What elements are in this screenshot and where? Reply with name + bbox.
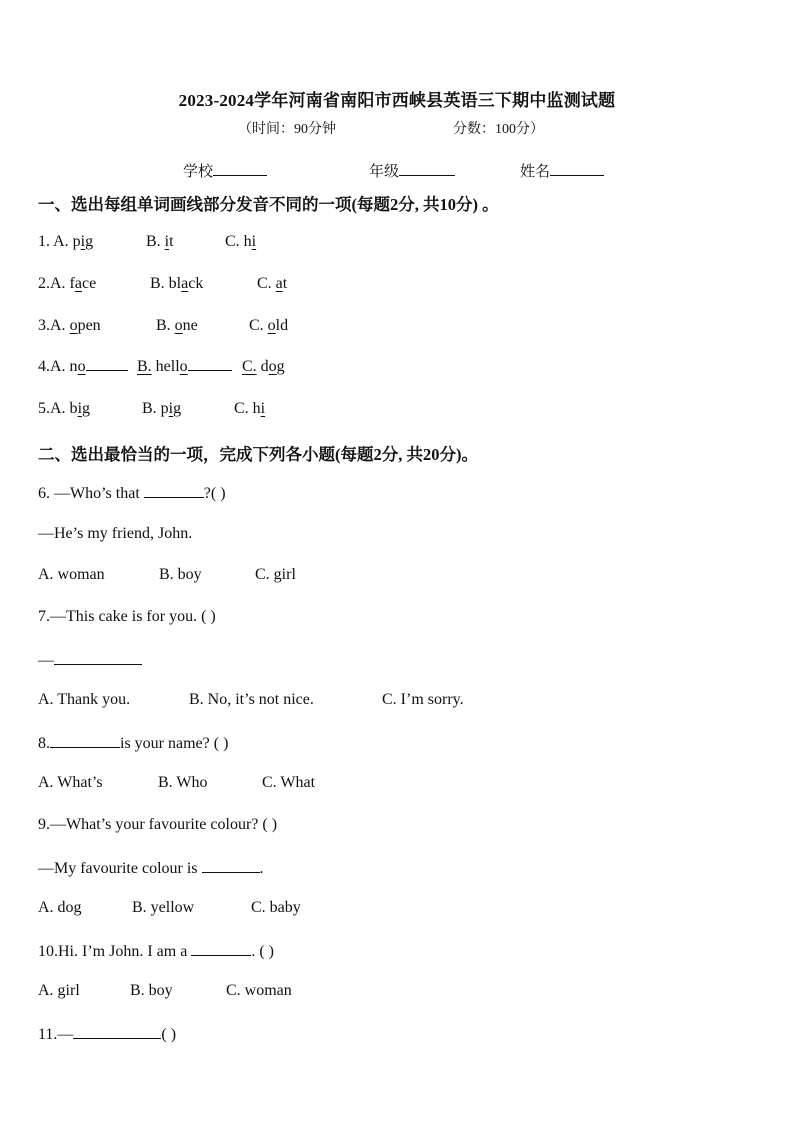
question-6-answer: —He’s my friend, John. xyxy=(38,525,193,542)
name-label: 姓名 xyxy=(520,164,551,180)
question-6-stem: 6. —Who’s that ?( ) xyxy=(38,485,226,502)
q7-option-a[interactable]: A. Thank you. xyxy=(38,691,131,708)
q1-option-c[interactable]: C. hi xyxy=(225,233,257,250)
grade-field[interactable] xyxy=(369,160,455,181)
school-blank[interactable] xyxy=(213,161,267,176)
question-8-stem: 8. is your name? ( ) xyxy=(38,735,229,752)
q3-option-b[interactable]: B. one xyxy=(156,317,198,334)
q3-option-a[interactable]: 3.A. open xyxy=(38,317,101,334)
question-9-stem: 9.—What’s your favourite colour? ( ) xyxy=(38,816,278,833)
q8-option-a[interactable]: A. What’s xyxy=(38,774,103,791)
q6-option-a[interactable]: A. woman xyxy=(38,566,105,583)
section2-heading: 二、选出最恰当的一项，完成下列各小题(每题2分, 共20分)。 xyxy=(38,445,478,464)
q6-option-c[interactable]: C. girl xyxy=(255,566,296,583)
q7-option-c[interactable]: C. I’m sorry. xyxy=(382,691,464,708)
q10-blank[interactable] xyxy=(191,941,251,956)
q10-option-c[interactable]: C. woman xyxy=(226,982,292,999)
name-field[interactable] xyxy=(520,160,604,181)
grade-label: 年级 xyxy=(369,164,400,180)
q5-option-b[interactable]: B. pig xyxy=(142,400,182,417)
q10-option-a[interactable]: A. girl xyxy=(38,982,80,999)
school-label: 学校 xyxy=(183,164,214,180)
question-7-reply: — xyxy=(38,650,142,670)
q10-option-b[interactable]: B. boy xyxy=(130,982,173,999)
question-11-stem: 11.— ( ) xyxy=(38,1026,177,1043)
q2-option-c[interactable]: C. at xyxy=(257,275,288,292)
q3-option-c[interactable]: C. old xyxy=(249,317,289,334)
q9-option-b[interactable]: B. yellow xyxy=(132,899,195,916)
q1-option-a[interactable]: 1. A. pig xyxy=(38,233,94,250)
exam-score: 分数：100分） xyxy=(453,122,544,137)
question-9-reply: —My favourite colour is . xyxy=(38,860,264,877)
q9-option-c[interactable]: C. baby xyxy=(251,899,301,916)
q6-blank[interactable] xyxy=(144,483,204,498)
q2-option-a[interactable]: 2.A. face xyxy=(38,275,97,292)
question-7-stem: 7.—This cake is for you. ( ) xyxy=(38,608,216,625)
q9-blank[interactable] xyxy=(202,858,260,873)
q4-option-c[interactable]: C. dog xyxy=(242,358,285,375)
exam-title: 2023-2024学年河南省南阳市西峡县英语三下期中监测试题 xyxy=(178,91,616,110)
q9-option-a[interactable]: A. dog xyxy=(38,899,82,916)
q6-option-b[interactable]: B. boy xyxy=(159,566,202,583)
question-10-stem: 10.Hi. I’m John. I am a . ( ) xyxy=(38,943,274,960)
exam-info xyxy=(238,118,544,138)
q5-option-c[interactable]: C. hi xyxy=(234,400,266,417)
q8-blank[interactable] xyxy=(50,733,120,748)
q8-option-c[interactable]: C. What xyxy=(262,774,316,791)
grade-blank[interactable] xyxy=(399,161,455,176)
q11-blank[interactable] xyxy=(73,1024,161,1039)
exam-time: （时间：90分钟 xyxy=(238,122,336,137)
q5-option-a[interactable]: 5.A. big xyxy=(38,400,91,417)
name-blank[interactable] xyxy=(550,161,604,176)
section1-heading: 一、选出每组单词画线部分发音不同的一项(每题2分, 共10分) 。 xyxy=(38,195,499,214)
q1-option-b[interactable]: B. it xyxy=(146,233,174,250)
q7-option-b[interactable]: B. No, it’s not nice. xyxy=(189,691,314,708)
q7-blank[interactable] xyxy=(54,650,142,665)
school-field[interactable] xyxy=(183,160,267,181)
q4-option-b[interactable]: B. hello xyxy=(137,358,232,376)
q8-option-b[interactable]: B. Who xyxy=(158,774,208,791)
q2-option-b[interactable]: B. black xyxy=(150,275,204,292)
q4-option-a[interactable]: 4.A. no xyxy=(38,358,128,376)
